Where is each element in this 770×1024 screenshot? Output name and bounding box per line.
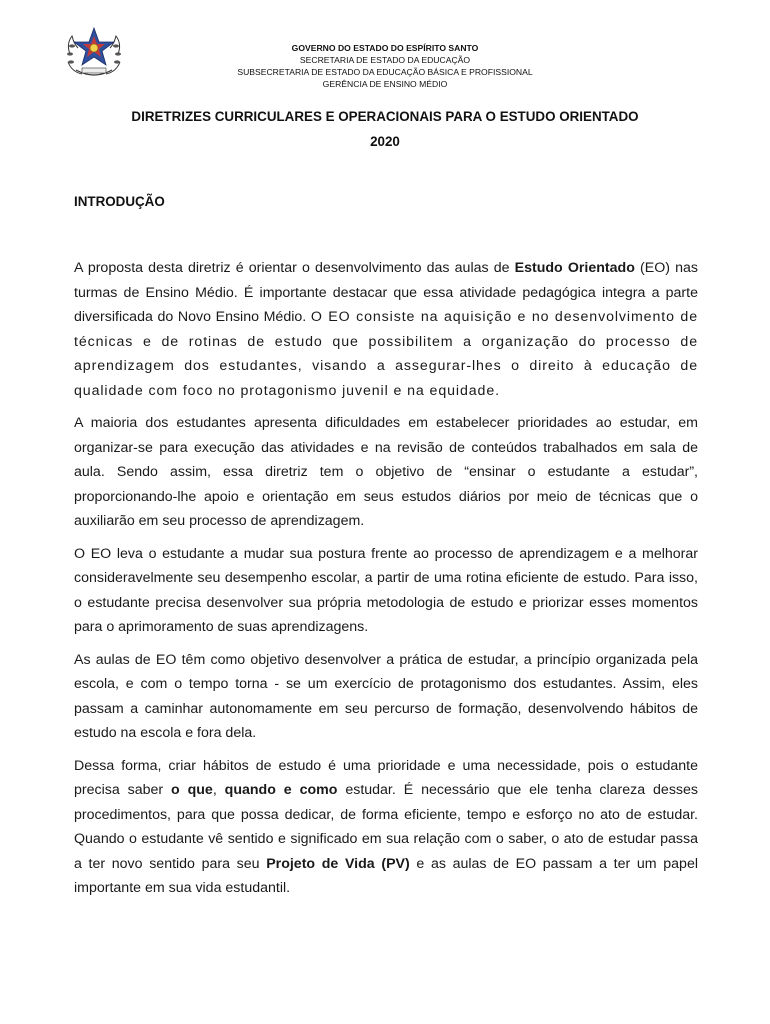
- paragraph-5: [74, 754, 698, 901]
- paragraph-1-text-d: O EO consiste na aquisição e no desenvolvimento de técnicas e de rotinas de estudo que possibilitem a organização do processo de aprendizagem dos estudantes, visando a assegurar-lhes o direito à educação de qualidade com foco no protagonismo juvenil e na equidade.: [74, 309, 698, 399]
- document-title: [40, 104, 730, 154]
- paragraph-3: O EO leva o estudante a mudar sua postura frente ao processo de aprendizagem e a melhorar consideravelmente seu desempenho escolar, a partir de uma rotina eficiente de estudo. Para isso, o estudante precisa desenvolver sua própria metodologia de estudo e priorizar esses momentos para o aprimoramento de suas aprendizagens.: [74, 545, 698, 635]
- paragraph-5-text-a: Dessa forma, criar hábitos de estudo é uma prioridade e uma necessidade, pois o estudante precisa saber: [74, 757, 698, 798]
- paragraph-2: A maioria dos estudantes apresenta dificuldades em estabelecer prioridades ao estudar, em organizar-se para execução das atividades e na revisão de conteúdos trabalhados em sala de aula. Sendo assim, essa diretriz tem o objetivo de “ensinar o estudante a estudar”, proporcionando-lhe apoio e orientação em seus estudos diários por meio de técnicas que o auxiliarão em seu processo de aprendizagem.: [74, 415, 698, 529]
- paragraph-1: [74, 256, 698, 403]
- body-text: [74, 256, 698, 909]
- section-heading-introducao: INTRODUÇÃO: [74, 194, 165, 209]
- paragraph-1-text-c: (EO) nas turmas de Ensino Médio. É importante destacar que essa atividade pedagógica integra a parte diversificada do Novo Ensino Médio.: [74, 260, 698, 325]
- header-line-gerencia: GERÊNCIA DE ENSINO MÉDIO: [322, 79, 448, 89]
- paragraph-5-bold-quando-e-como: quando e como: [224, 782, 338, 798]
- paragraph-5-text-c: ,: [212, 782, 225, 798]
- government-header: [0, 42, 770, 90]
- header-line-subsecretaria: SUBSECRETARIA DE ESTADO DA EDUCAÇÃO BÁSICA E PROFISSIONAL: [237, 67, 533, 77]
- paragraph-1-bold-estudo-orientado: Estudo Orientado: [514, 260, 635, 276]
- paragraph-1-text-a: A proposta desta diretriz é orientar o desenvolvimento das aulas de: [74, 260, 515, 276]
- paragraph-5-bold-projeto-de-vida: Projeto de Vida (PV): [266, 855, 410, 872]
- header-line-governo: GOVERNO DO ESTADO DO ESPÍRITO SANTO: [291, 43, 479, 53]
- paragraph-5-text-e: estudar. É necessário que ele tenha clareza desses procedimentos, para que possa dedicar, de forma eficiente, tempo e esforço no ato de estudar. Quando o estudante vê sentido e significado em sua relação com o saber, o ato de estudar passa a ter novo sentido para seu: [74, 782, 698, 872]
- paragraph-4: As aulas de EO têm como objetivo desenvolver a prática de estudar, a princípio organizada pela escola, e com o tempo torna - se um exercício de protagonismo dos estudantes. Assim, eles passam a caminhar autonomamente em seu percurso de formação, desenvolvendo hábitos de estudo na escola e fora dela.: [74, 651, 698, 741]
- paragraph-5-bold-o-que: o que: [171, 782, 213, 798]
- header-line-secretaria: SECRETARIA DE ESTADO DA EDUCAÇÃO: [299, 55, 471, 65]
- document-title-line1: DIRETRIZES CURRICULARES E OPERACIONAIS PARA O ESTUDO ORIENTADO: [131, 109, 639, 124]
- document-title-year: 2020: [370, 134, 400, 149]
- paragraph-5-text-g: e as aulas de EO passam a ter um papel importante em sua vida estudantil.: [74, 855, 698, 896]
